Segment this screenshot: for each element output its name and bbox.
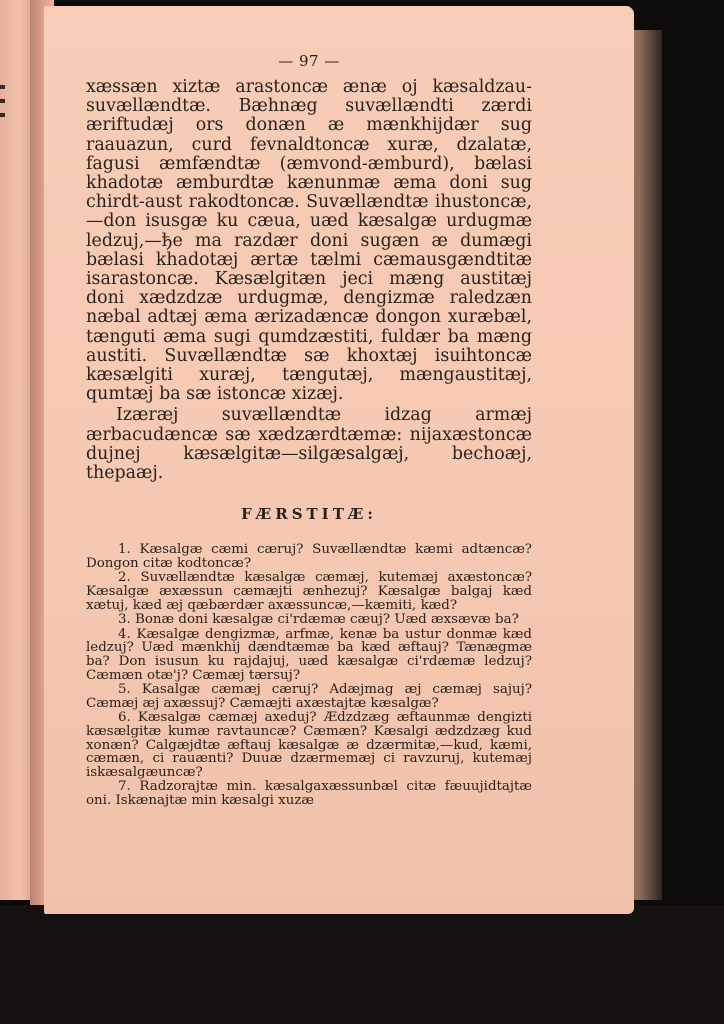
section-heading: FÆRSTITÆ: [241, 505, 377, 524]
question-item: 7. Radzorajtæ min. kæsalgaxæssunbæl citæ fæuujidtajtæ oni. Iskænajtæ min kæsalgi xuzæ [86, 779, 532, 808]
body-paragraph: Izæræj suvællændtæ idzag armæj ærbacudæncæ sæ xædzærdtæmæ: nijaxæstoncæ dujnej kæsælgitæ—silgæsalgæj, bechoæj, thepaæj. [86, 405, 532, 484]
question-item: 4. Kæsalgæ dengizmæ, arfmæ, kenæ ba ustur donmæ kæd ledzuj? Uæd mænkhij dændtæmæ ba kæd æftauj? Tænægmæ ba? Don isusun ku rajdajuj, uæd kæsalgæ ci'rdæmæ ledzuj? Cæmæn otæ'j? Cæmæj tærsuj? [86, 626, 532, 683]
background-table [0, 905, 724, 1024]
previous-page-edge [0, 0, 34, 900]
question-item: 2. Suvællændtæ kæsalgæ cæmæj, kutemæj axæstoncæ? Kæsalgæ æxæssun cæmæjti ænhezuj? Kæsalgæ balgaj kæd xætuj, kæd æj qæbærdær axæssuncæ,—kæmiti, kæd? [86, 570, 532, 613]
question-item: 3. Bonæ doni kæsalgæ ci'rdæmæ cæuj? Uæd æxsævæ ba? [118, 612, 519, 628]
body-paragraph: xæssæn xiztæ arastoncæ ænæ oj kæsaldzau-suvællændtæ. Bæhnæg suvællændti zærdi æriftudæj ors donæn æ mænkhijdær sug raauazun, curd fevnaldtoncæ xuræ, dzalatæ, fagusi æmfændtæ (æmvond-æmburd), bælasi khadotæ æmburdtæ kænunmæ æma doni sug chirdt-aust rakodtoncæ. Suvællændtæ ihustoncæ, —don isusgæ ku cæua, uæd kæsalgæ urdugmæ ledzuj,—ђe ma razdær doni sugæn æ dumægi bælasi khadotæj ærtæ tælmi cæmausgændtitæ isarastoncæ. Kæsælgitæn jeci mæng austitæj doni xædzdzæ urdugmæ, dengizmæ raledzæn næbal adtæj æma ærizadæncæ dongon xuræbæl, tænguti æma sugi qumdzæstiti, fuldær ba mæng austiti. Suvællændtæ sæ khoxtæj isuihtoncæ kæsælgiti xuræj, tængutæj, mængaustitæj, qumtæj ba sæ istoncæ xizæj. [86, 77, 532, 405]
page-content [86, 52, 532, 808]
page-number: — 97 — [278, 52, 340, 70]
previous-page-text-fragments [0, 85, 6, 145]
question-item: 6. Kæsalgæ cæmæj axeduj? Ædzdzæg æftaunmæ dengizti kæsælgitæ kumæ ravtauncæ? Cæmæn? Kæsalgi ædzdzæg kud xonæn? Calgæjdtæ æftauj kæsalgæ æ dzærmitæ,—kud, kæmi, cæmæn, ci rauænti? Duuæ dzærmemæj ci ravzuruj, kutemæj iskæsalgæuncæ? [86, 710, 532, 780]
question-item: 1. Kæsalgæ cæmi cæruj? Suvællændtæ kæmi adtæncæ? Dongon citæ kodtoncæ? [86, 542, 532, 571]
question-item: 5. Kasalgæ cæmæj cæruj? Adæjmag æj cæmæj sajuj? Cæmæj æj axæssuj? Cæmæjti axæstajtæ kæsalgæ? [86, 682, 532, 711]
